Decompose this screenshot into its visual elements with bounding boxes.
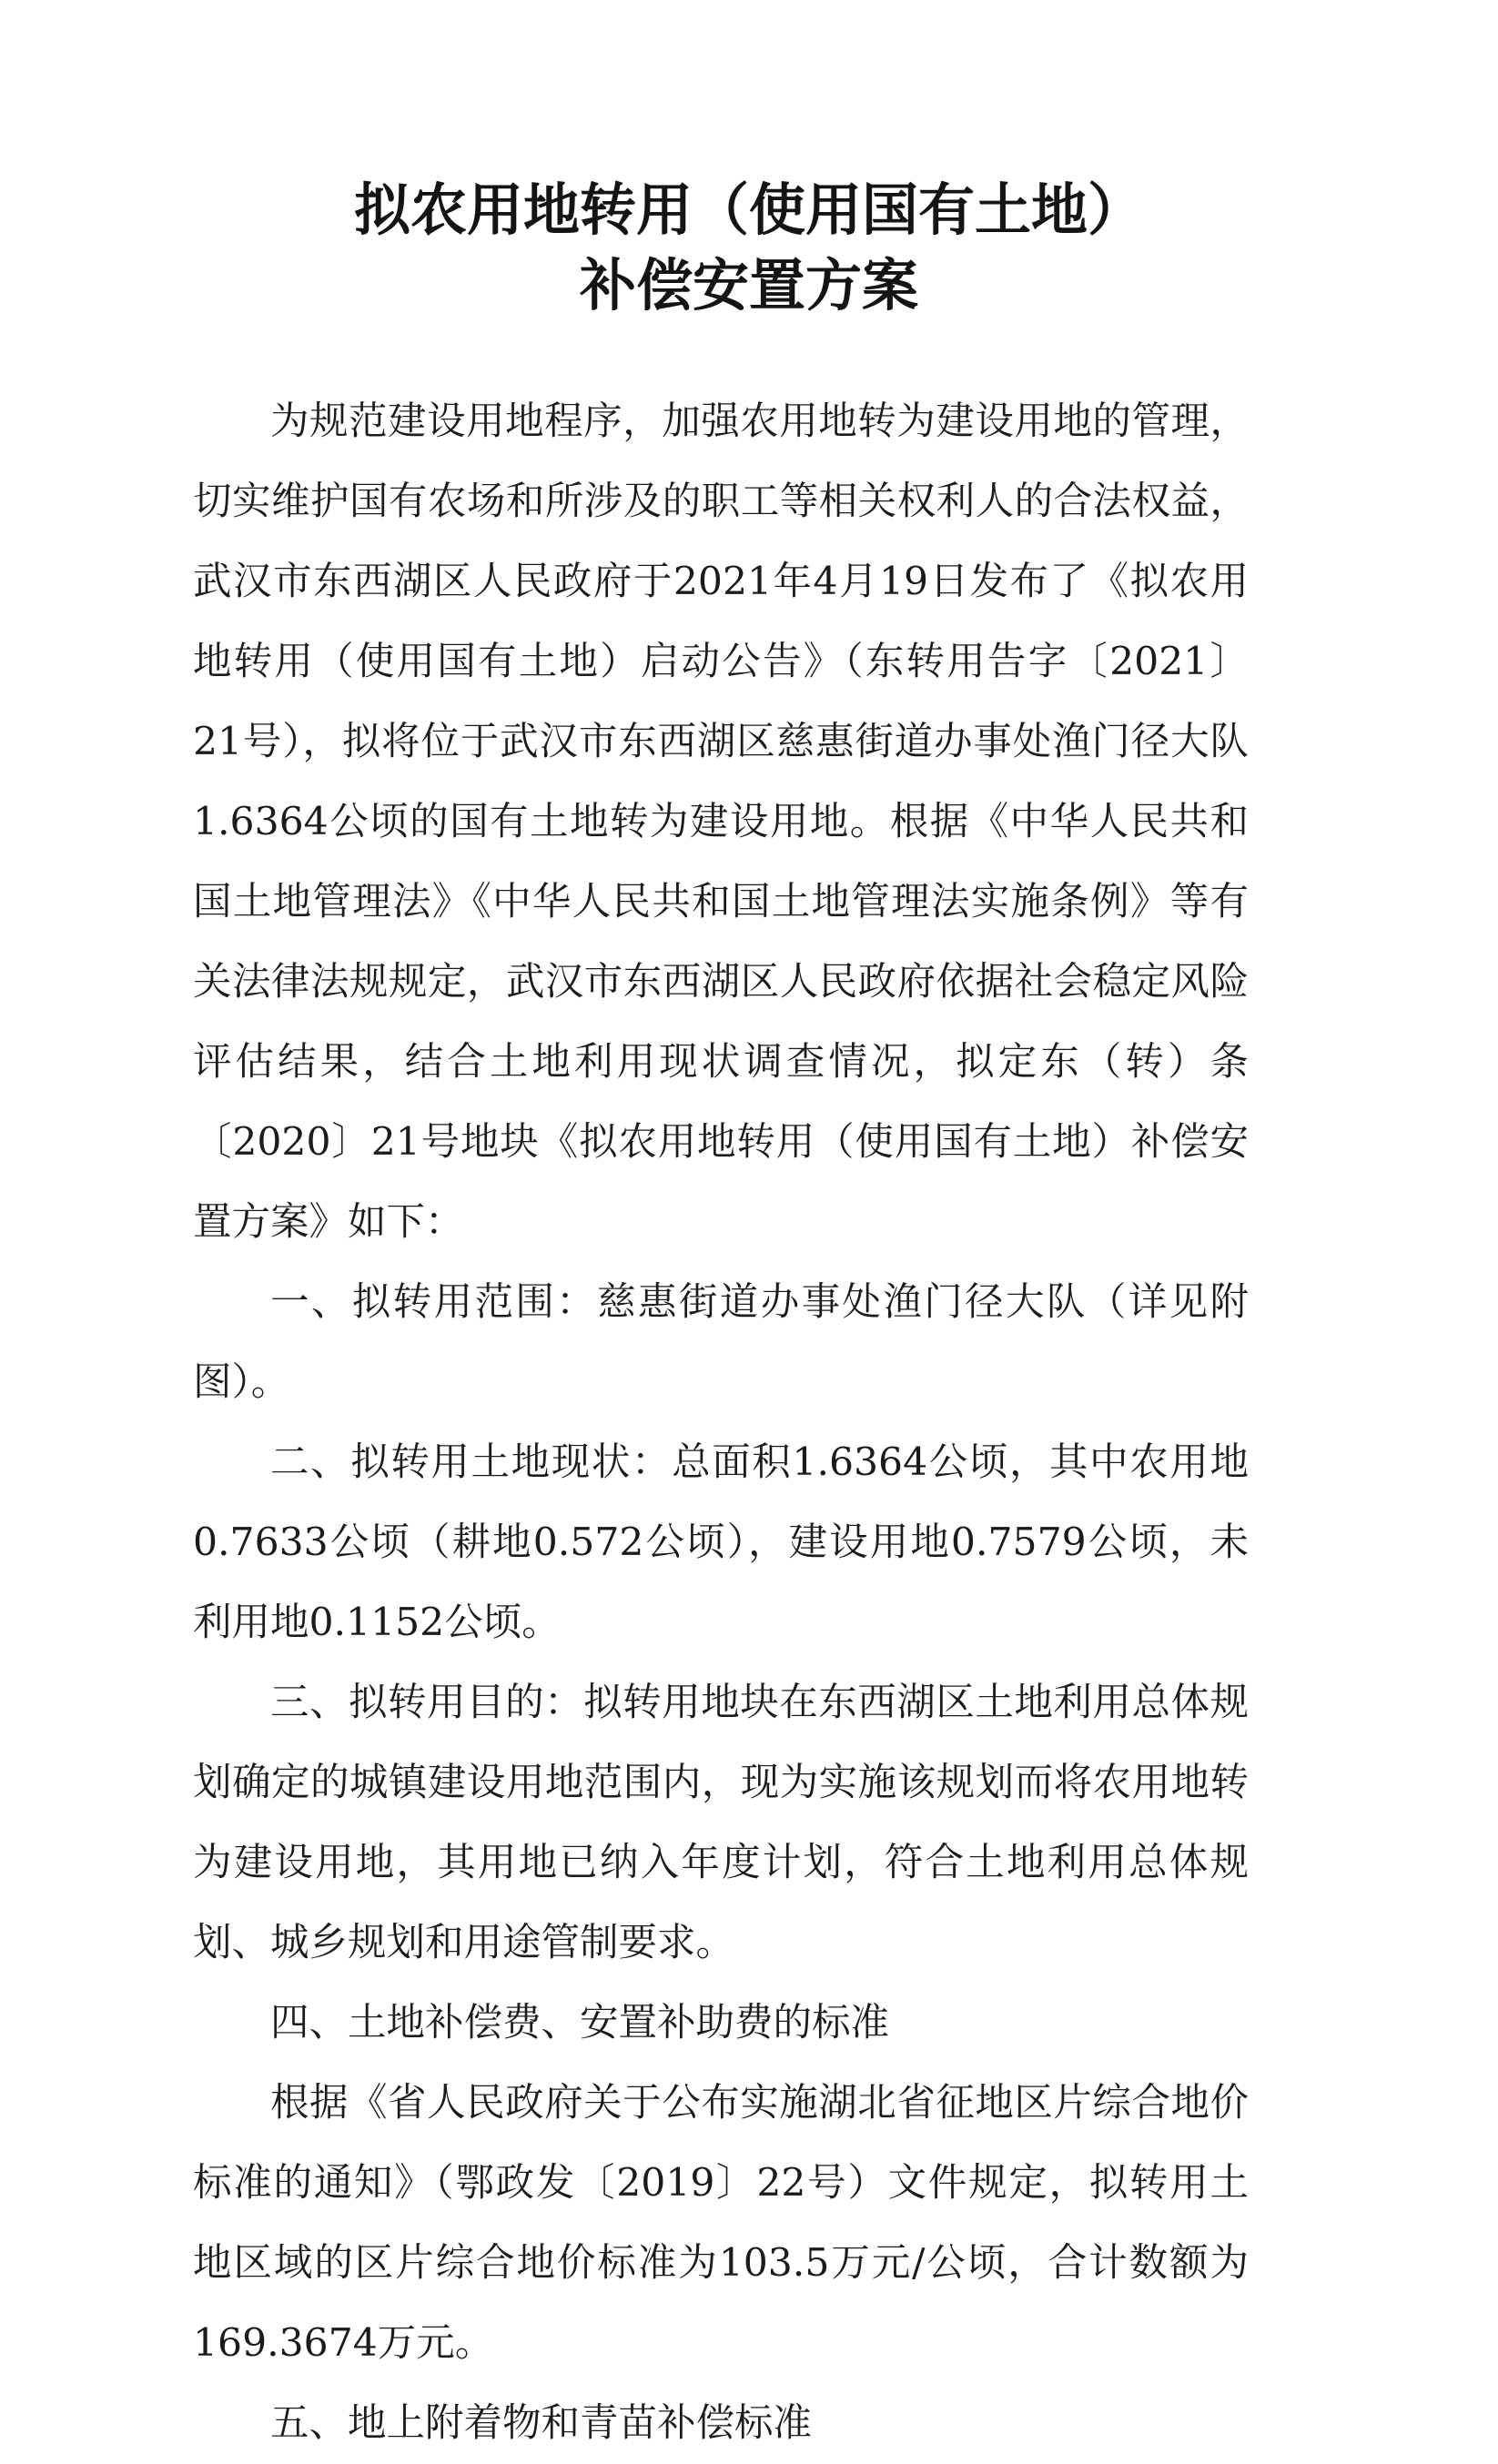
section-1-scope: 一、拟转用范围：慈惠街道办事处渔门径大队（详见附图）。 bbox=[193, 1280, 1249, 1405]
intro-paragraph: 为规范建设用地程序，加强农用地转为建设用地的管理，切实维护国有农场和所涉及的职工等相关权利人的合法权益，武汉市东西湖区人民政府于2021年4月19日发布了《拟农用地转用（使用国有土地）启动公告》（东转用告字〔2021〕21号），拟将位于武汉市东西湖区慈惠街道办事处渔门径大队1.6364公顷的国有土地转为建设用地。根据《中华人民共和国土地管理法》《中华人民共和国土地管理法实施条例》等有关法律法规规定，武汉市东西湖区人民政府依据社会稳定风险评估结果，结合土地利用现状调查情况，拟定东（转）条〔2020〕21号地块《拟农用地转用（使用国有土地）补偿安置方案》如下： bbox=[193, 399, 1249, 1245]
document-title-line-1: 拟农用地转用（使用国有土地） bbox=[353, 177, 1144, 243]
section-4-heading: 四、土地补偿费、安置补助费的标准 bbox=[270, 2001, 890, 2045]
document-body bbox=[193, 382, 1249, 2464]
section-5-heading: 五、地上附着物和青苗补偿标准 bbox=[270, 2401, 813, 2446]
section-3-purpose: 三、拟转用目的：拟转用地块在东西湖区土地利用总体规划确定的城镇建设用地范围内，现为实施该规划而将农用地转为建设用地，其用地已纳入年度计划，符合土地利用总体规划、城乡规划和用途管制要求。 bbox=[193, 1681, 1249, 1965]
section-4-paragraph: 根据《省人民政府关于公布实施湖北省征地区片综合地价标准的通知》（鄂政发〔2019〕22号）文件规定，拟转用土地区域的区片综合地价标准为103.5万元/公顷，合计数额为169.3674万元。 bbox=[193, 2081, 1249, 2366]
document-title-line-2: 补偿安置方案 bbox=[579, 252, 918, 318]
section-2-land-status: 二、拟转用土地现状：总面积1.6364公顷，其中农用地0.7633公顷（耕地0.572公顷），建设用地0.7579公顷，未利用地0.1152公顷。 bbox=[193, 1440, 1249, 1645]
